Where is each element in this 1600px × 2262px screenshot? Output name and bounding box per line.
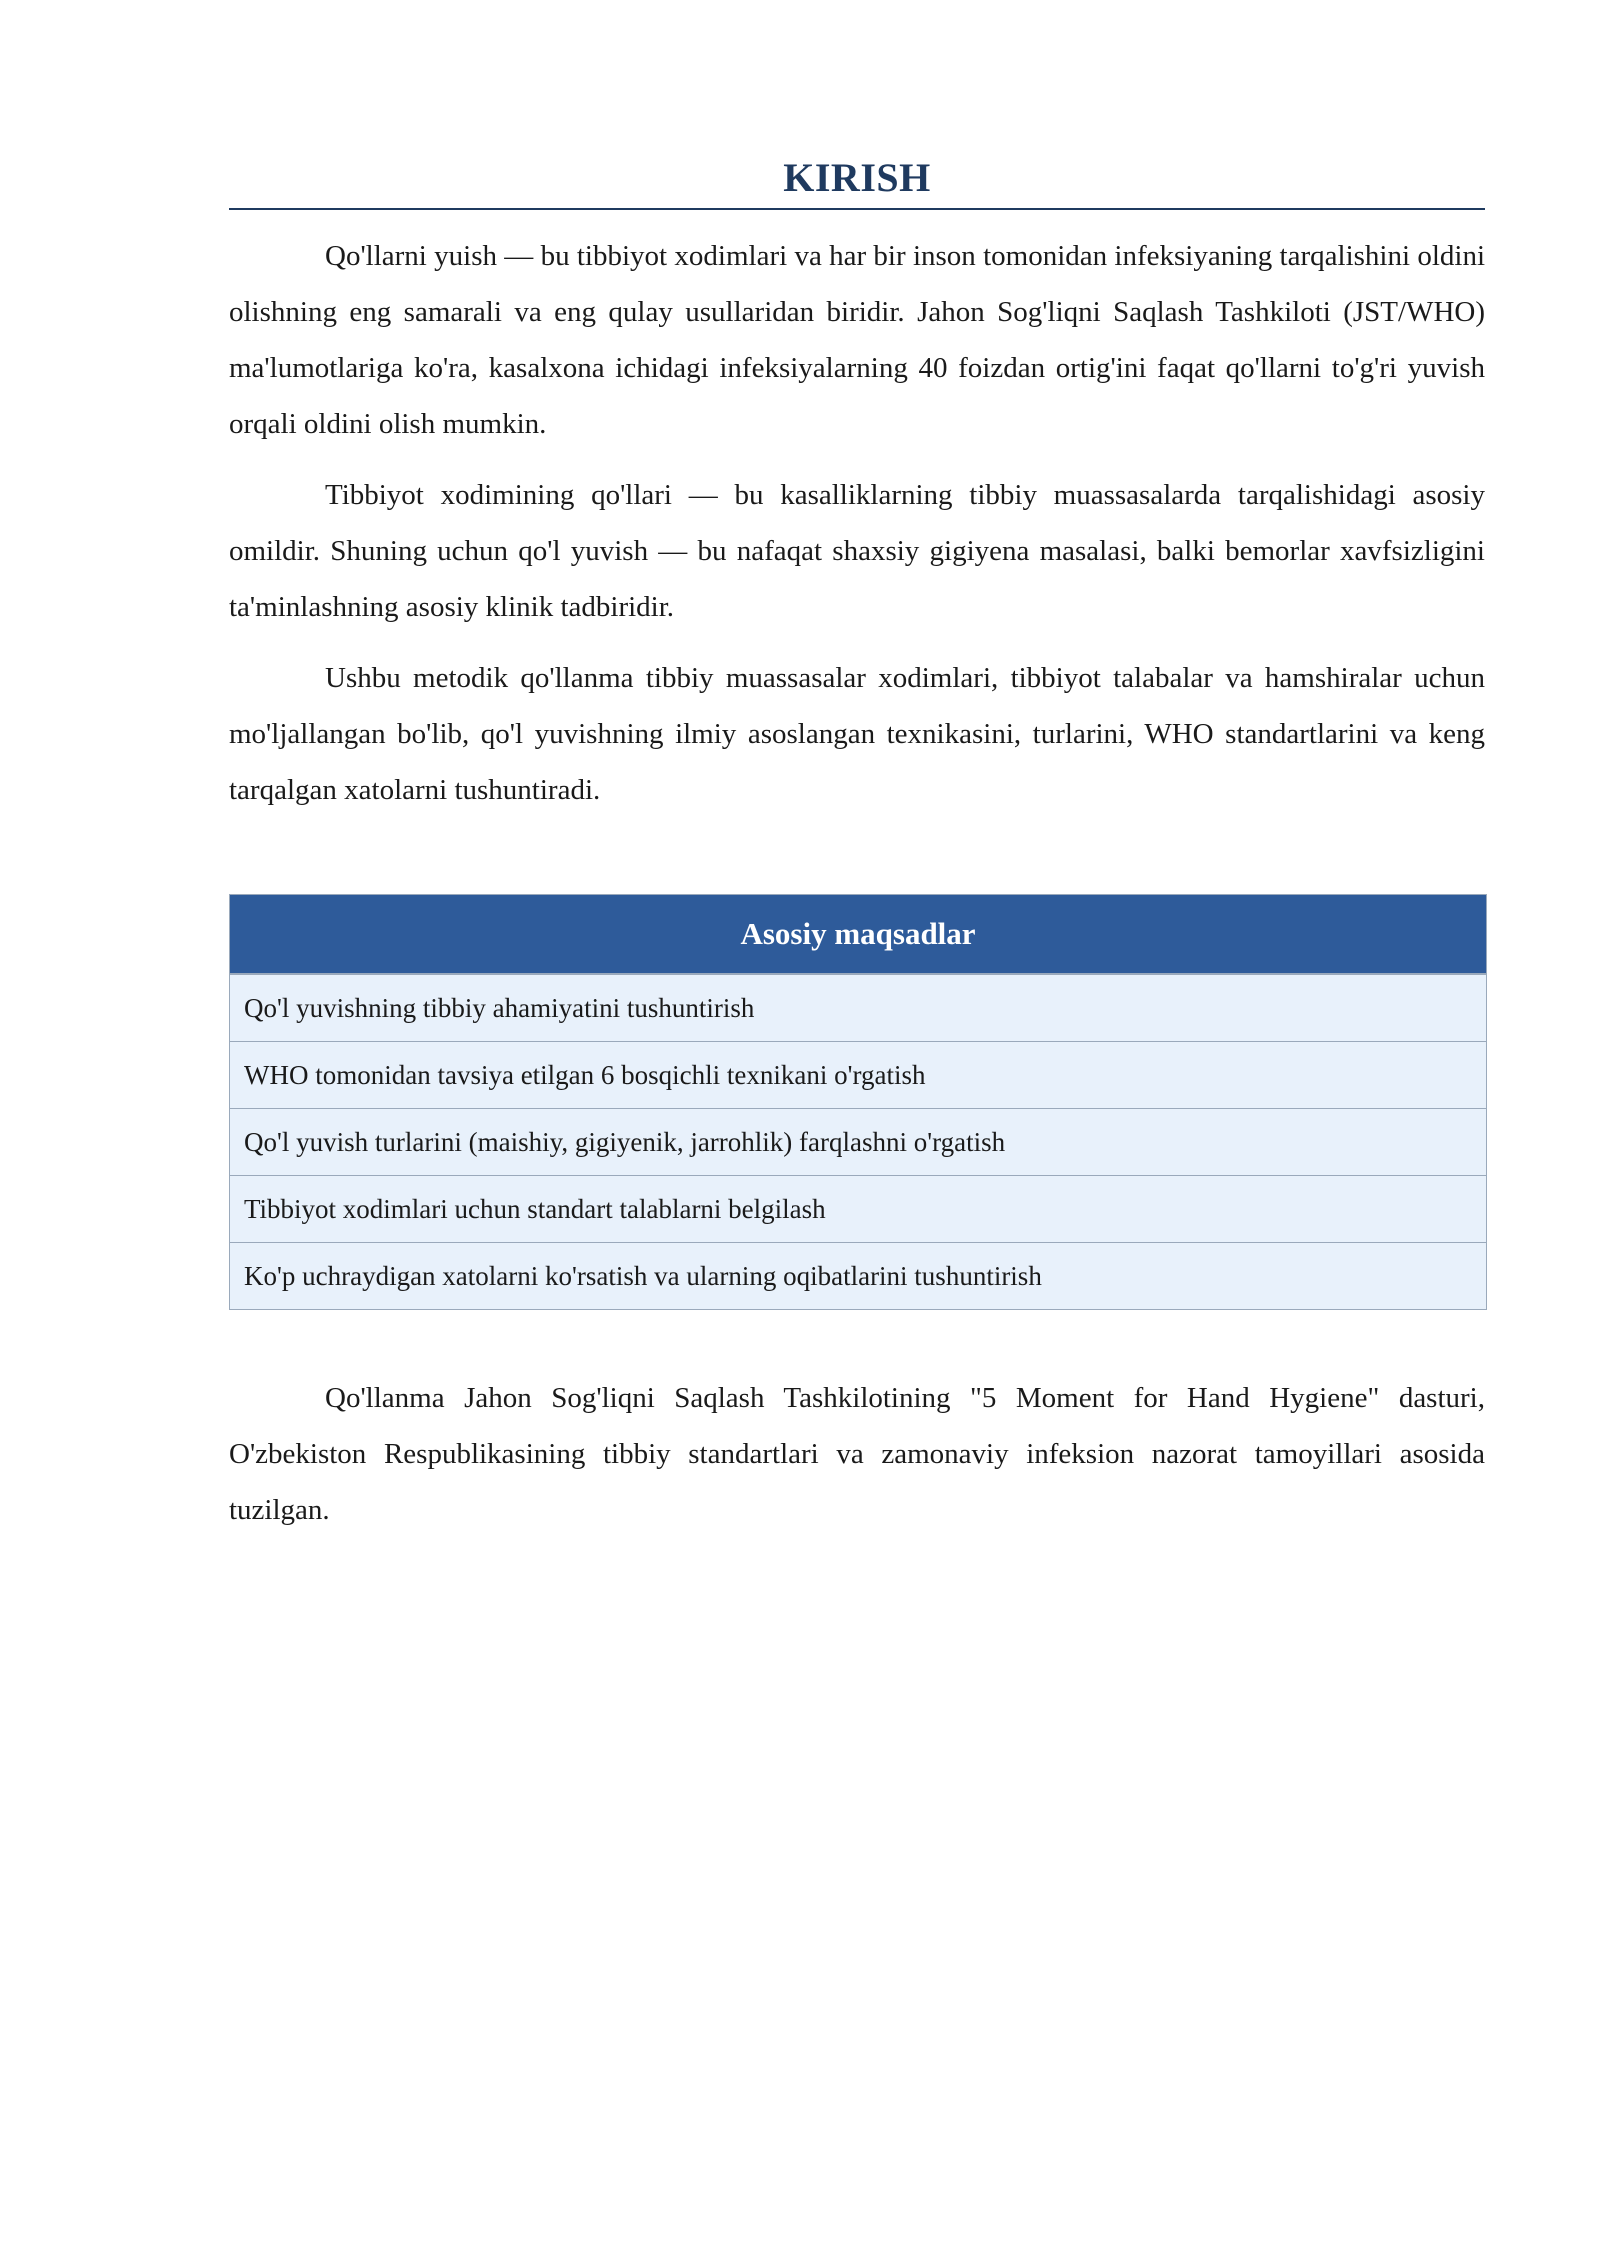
intro-paragraph-1: Qo'llarni yuish — bu tibbiyot xodimlari va har bir inson tomonidan infeksiyaning tarqalishini oldini olishning eng samarali va eng qulay usullaridan biridir. Jahon Sog'liqni Saqlash Tashkiloti (JST/WHO) ma'lumotlariga ko'ra, kasalxona ichidagi infeksiyalarning 40 foizdan ortig'ini faqat qo'llarni to'g'ri yuvish orqali oldini olish mumkin. (229, 240, 1485, 440)
intro-paragraph-3: Ushbu metodik qo'llanma tibbiy muassasalar xodimlari, tibbiyot talabalar va hamshiralar uchun mo'ljallangan bo'lib, qo'l yuvishning ilmiy asoslangan texnikasini, turlarini, WHO standartlarini va keng tarqalgan xatolarni tushuntiradi. (229, 662, 1485, 806)
document-page (229, 150, 1485, 1553)
goals-table-row: WHO tomonidan tavsiya etilgan 6 bosqichli texnikani o'rgatish (230, 1041, 1486, 1108)
intro-paragraph-2: Tibbiyot xodimining qo'llari — bu kasalliklarning tibbiy muassasalarda tarqalishidagi asosiy omildir. Shuning uchun qo'l yuvish — bu nafaqat shaxsiy gigiyena masalasi, balki bemorlar xavfsizligini ta'minlashning asosiy klinik tadbiridir. (229, 479, 1485, 623)
goals-table (229, 894, 1487, 1310)
closing-paragraph: Qo'llanma Jahon Sog'liqni Saqlash Tashkilotining "5 Moment for Hand Hygiene" dasturi, O'zbekiston Respublikasining tibbiy standartlari va zamonaviy infeksion nazorat tamoyillari asosida tuzilgan. (229, 1382, 1485, 1526)
goals-table-row: Qo'l yuvish turlarini (maishiy, gigiyenik, jarrohlik) farqlashni o'rgatish (230, 1108, 1486, 1175)
goals-table-row: Tibbiyot xodimlari uchun standart talablarni belgilash (230, 1175, 1486, 1242)
goals-table-row: Qo'l yuvishning tibbiy ahamiyatini tushuntirish (230, 974, 1486, 1041)
page-title: KIRISH (229, 150, 1485, 210)
goals-table-row: Ko'p uchraydigan xatolarni ko'rsatish va ularning oqibatlarini tushuntirish (230, 1242, 1486, 1309)
goals-table-header: Asosiy maqsadlar (230, 895, 1486, 974)
